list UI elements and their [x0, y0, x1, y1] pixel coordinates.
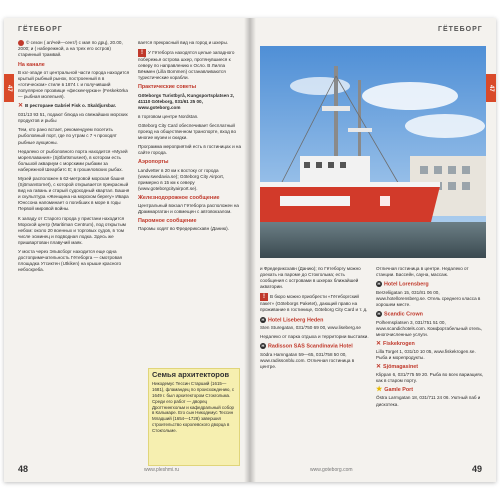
restaurant-icon: ✕ — [376, 364, 382, 371]
paragraph: вается прекрасный вид на город и шхеры. — [138, 40, 229, 45]
left-page — [4, 18, 250, 482]
paragraph: Недалеко от рыболовного порта находится «Музей мореплавания» (Sjöfartsmuseet), в котором есть большой аквариум с морскими рыбами за набережной Шеарбитс Е; в грошеловских рыбах. — [18, 148, 128, 172]
right-page — [250, 18, 496, 482]
section-heading: Железнодорожное сообщение — [138, 194, 220, 201]
paragraph: Landvetter в 20 км к востоку от города (www.swedavia.se); Göteborg City Airport, примерно в 15 км к северу (www.goteborgcityairport.se). — [138, 167, 225, 191]
right-column-1 — [260, 266, 370, 373]
section-heading: ★ Gamle Port — [376, 386, 414, 394]
paragraph: Недалеко от парка отдыха и территории выставки. — [260, 334, 369, 340]
section-heading: Паромное сообщение — [138, 218, 197, 225]
paragraph: Göteborgs Turistbyrå, Kungsportsplatsen 2, 41110 Göteborg, 031/61 25 00, www.goteborg.com — [138, 92, 235, 110]
section-heading: Практические советы — [138, 84, 197, 91]
paragraph: Sten Sturegatan, 031/750 69 00, www.liseberg.se — [260, 325, 361, 331]
running-head: ГЁТЕБОРГ — [18, 26, 63, 33]
star-icon: ★ — [376, 386, 383, 394]
paragraph: Göteborg City Card обеспечивает бесплатный проезд на общественном транспорте, вход во многие музеи и скидки. — [138, 122, 236, 141]
left-column-2 — [138, 40, 242, 235]
paragraph: © сезон ( ап/чей—сент/) с мая по дрц), 20.00, 2000; и ( набережной, а на трех его остров) старинный трамвай. — [18, 40, 123, 58]
paragraph: Klippan 6, 031/775 59 20. Рыба во всех вариациях, как в старом порту. — [376, 372, 484, 384]
left-column-1 — [18, 40, 132, 276]
box-title: Семья архитекторов — [152, 370, 230, 379]
section-heading: ✕ Fiskekrogen — [376, 340, 415, 347]
right-column-2 — [376, 266, 484, 411]
open-book — [4, 18, 496, 482]
paragraph: Lilla Torget 1, 031/10 10 05, www.fiskekrogen.se. Рыба и морепродукты. — [376, 348, 476, 360]
info-icon: ! — [260, 293, 268, 301]
paragraph: Центральный вокзал Гётеборга расположен на Драммаргатан и совмещен с автовокзалом. — [138, 202, 239, 215]
page-number: 48 — [18, 464, 29, 474]
box-text: Никодемус Тессин Старший (1615—1681), фламандец по происхождению, с 1649 г. был архитектором Стокгольма. Среди его работ — дворец Дроттнингхольм и кафедральный собор в Кальмаре. Его сын Никодемус Тессин Младший (1654—1728) завершил строительство королевского дворца в Стокгольме. — [152, 380, 235, 434]
paragraph: Тем, кто рано встает, рекомендуем посетить рыболовный порт, где по утрам с 7 ч проходят рыбные аукционы. — [18, 127, 117, 145]
section-heading: Аэропорты — [138, 159, 169, 166]
chapter-tab: 47 — [486, 74, 496, 102]
harbor-ship-photo — [260, 46, 486, 258]
paragraph: Музей расположен в 62-метровой морская башня (Sjömanstornet), с которой открывается прекрасный вид на гавань и старый судоходный квартал. Башня и скульптура «Женщина на морском берегу» Ивара Юнссона напоминает о погибших в море в годы Первой мировой войны. — [18, 176, 130, 212]
paragraph: ✕ В ресторане Gabriel Fisk o. Skaldjursbar. — [18, 103, 117, 110]
hotel-icon: H — [377, 310, 381, 316]
restaurant-icon: ✕ — [18, 103, 24, 110]
paragraph: ! У Гётеборга находятся целые западного побережья острова шхер, протянувшиеся к северу по направлению к Осло. В Лилла Бёммен (Lilla Bommen) останавливаются туристические корабли. — [138, 50, 235, 81]
paragraph: и Фредериксхавн (Данию); по Гётеборгу можно доехать на пароме до Стокгольма; есть сообщения с островами в шхерах ближайшей акватории. — [260, 266, 361, 290]
hotel-icon: H — [377, 281, 381, 287]
paragraph: Программа мероприятий есть в гостиницах и на сайте города. — [138, 144, 242, 156]
section-heading: На канале — [18, 61, 45, 68]
paragraph: Södra Hamngatan 59—65, 031/758 50 00, www.radissonblu.com. Отличная гостиница в центре. — [260, 351, 355, 369]
footer-link[interactable]: www.goteborg.com — [310, 467, 353, 473]
section-heading: H Scandic Crown — [377, 310, 423, 318]
section-heading: H Hotel Lorensberg — [377, 281, 429, 288]
paragraph: Polhemsplatsen 3, 031/751 51 00, www.scandichotels.com. Комфортабельный отель, многочисленные услуги. — [376, 319, 483, 337]
paragraph: В кзг-эпаде от центральной части города находится крытый рыбный рынок, построенный в в «готическом» стиле в 1874 г. и получивший популярное прозвище «фескекчуркан» (Feskekörka — рыбная молельня). — [18, 69, 130, 99]
running-head: ГЁТЕБОРГ — [438, 26, 483, 33]
section-heading: H Hotel Liseberg Heden — [261, 316, 324, 323]
info-icon: ! — [138, 49, 146, 57]
paragraph: У моста через Эльвсборг находится еще одна достопримечательность Гётеборга — смотровая площадка Утсиктен (Utkiken) на крыше красного небоскреба. — [18, 249, 123, 273]
paragraph: 031/13 93 51, подают блюда из свежайших морских продуктов и рыбы — [18, 112, 128, 124]
paragraph: Отличная гостиница в центре. Недалеко от станции. Бассейн, сауна, массаж. — [376, 266, 469, 278]
paragraph: в торговом центре Nordstan. — [138, 113, 199, 119]
paragraph: Berzeliigatan 15, 031/81 06 00, www.hotellorensberg.se. Отель среднего класса в хорошем месте. — [376, 289, 481, 307]
section-heading: ✕ Sjömagasinet — [376, 364, 419, 371]
footer-link[interactable]: www.pleshmi.ru — [144, 467, 180, 473]
restaurant-icon: ✕ — [376, 340, 382, 347]
chapter-tab: 47 — [4, 74, 14, 102]
section-heading: H Radisson SAS Scandinavia Hotel — [261, 343, 353, 350]
paragraph: К западу от Старого города у пристани находится Морской центр (Maritiman Centrum), под открытым небом: около 20 военных и торговых судов, в том числе эсминец и подводная лодка. Здесь же пришвартован плавучий маяк. — [18, 215, 126, 245]
page-number: 49 — [471, 464, 482, 474]
sidebar-box — [148, 368, 240, 466]
hotel-icon: H — [261, 316, 265, 322]
paragraph: ! В бюро можно приобрести «Гётеборгский пакет» (Göteborgs Paketet), дающий право на проживание в гостинице, Göteborg City Card и т. д. — [260, 294, 368, 313]
hotel-icon: H — [261, 343, 265, 349]
paragraph: Östra Larmgatan 18, 031/711 24 06. Уютный паб и дискотека. — [376, 395, 481, 407]
ship-illustration — [260, 46, 486, 258]
paragraph: Паромы ходят во Фредериксхавн (Данию). — [138, 226, 229, 232]
